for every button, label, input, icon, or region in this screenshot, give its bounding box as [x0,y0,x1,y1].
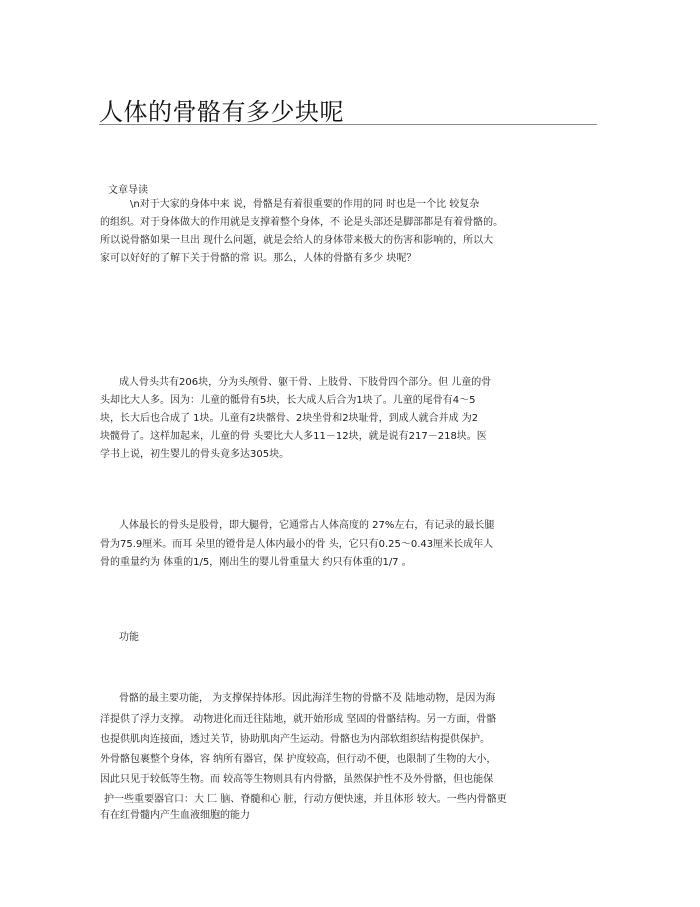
function-line: 也提供肌肉连接面，透过关节，协助肌肉产生运动。骨骼也为内部软组织结构提供保护。 [100,734,490,745]
document-title: 人体的骨骼有多少块呢 [99,98,344,126]
function-line: 因此只见于较低等生物。而 较高等生物则具有内骨骼，虽然保护性不及外骨骼，但也能保 [100,774,494,785]
paragraph-line: 骨的重量约为 体重的1/5，刚出生的婴儿骨重量大 约只有体重的1/7 。 [100,557,412,568]
intro-line: 的组织。对于身体做大的作用就是支撑着整个身体，不 论是头部还是脚部都是有着骨骼的。 [100,217,504,228]
intro-line: 所以说骨骼如果一旦出 现什么问题，就是会给人的身体带来极大的伤害和影响的，所以大 [100,235,494,246]
paragraph-line: 骨为75.9厘米。而耳 朵里的镫骨是人体内最小的骨 头，它只有0.25～0.43厘米长成年人 [100,539,494,550]
paragraph-line: 块，长大后也合成了 1块。儿童有2块髂骨、2块坐骨和2块耻骨，到成人就合并成 为2 [100,413,479,424]
function-line: 外骨骼包裹整个身体，容 纳所有器官，保 护度较高，但行动不便，也限制了生物的大小， [100,754,497,765]
paragraph-line: 成人骨头共有206块，分为头颅骨、躯干骨、上肢骨、下肢骨四个部分。但 儿童的骨 [119,377,492,388]
intro-heading: 文章导读 [108,185,148,196]
paragraph-line: 块髋骨了。这样加起来，儿童的骨 头要比大人多11－12块，就是说有217－218块。医 [100,431,487,442]
paragraph-line: 头却比大人多。因为：儿童的骶骨有5块，长大成人后合为1块了。儿童的尾骨有4～5 [100,395,476,406]
paragraph-line: 人体最长的骨头是股骨，即大腿骨，它通常占人体高度的 27%左右，有记录的最长腿 [119,520,495,531]
function-heading: 功能 [119,632,139,643]
title-divider [99,124,597,125]
function-line: 洋提供了浮力支撑。 动物进化而迁往陆地，就开始形成 坚固的骨骼结构。另一方面，骨骼 [100,714,497,725]
function-line: 护一些重要器官口：大 匚 脑、脊髓和心 脏，行动方便快速，并且体形 较大。一些内骨骼更 [104,794,507,805]
paragraph-line: 学书上说，初生婴儿的骨头竟多达305块。 [100,449,290,460]
function-line: 有在红骨髓内产生血液细胞的能力 [100,810,250,821]
function-line: 骨骼的最主要功能， 为支撑保持体形。因此海洋生物的骨骼不及 陆地动物，是因为海 [119,693,496,704]
intro-line: \n对于大家的身体中来 说，骨骼是有着很重要的作用的同 时也是一个比 较复杂 [130,199,480,210]
intro-line: 家可以好好的了解下关于骨骼的常 识。那么，人体的骨骼有多少 块呢？ [100,253,417,264]
